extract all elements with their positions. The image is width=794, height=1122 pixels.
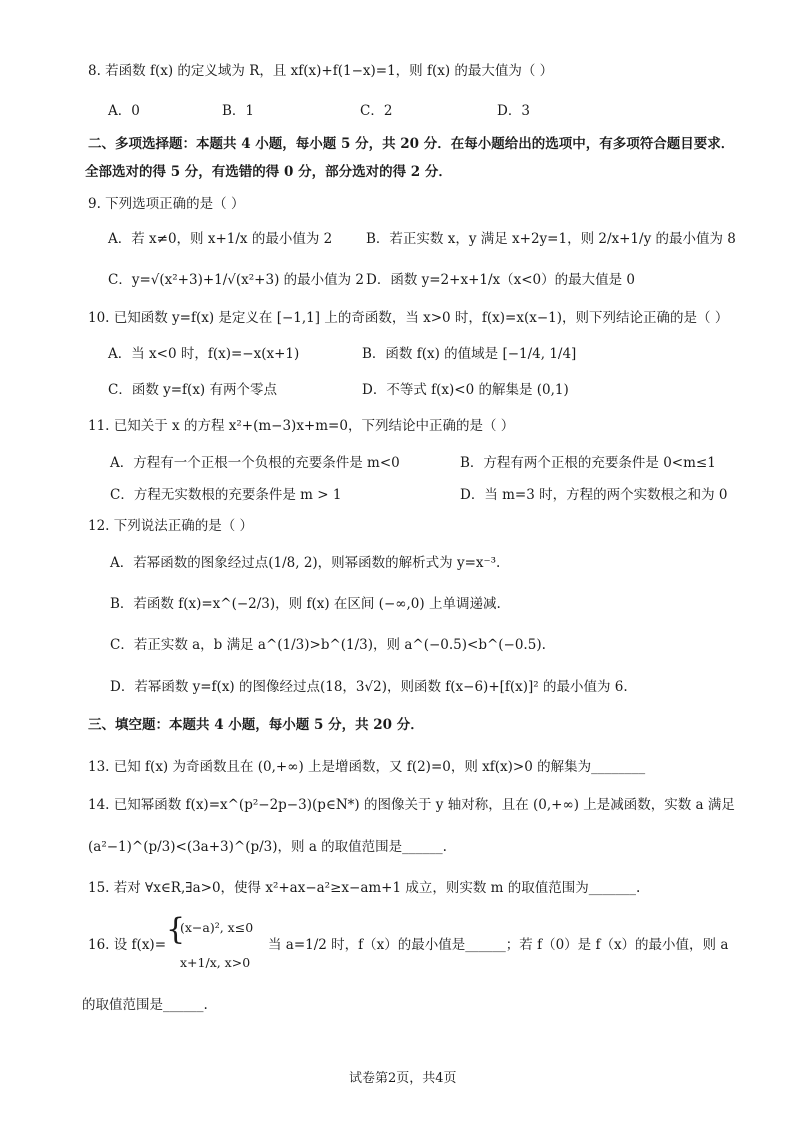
q16-case2: x+1/x, x>0 <box>180 955 251 970</box>
section2-heading-line1: 二、多项选择题：本题共 4 小题，每小题 5 分，共 20 分．在每小题给出的选项中，有多项符合题目要求． <box>88 136 735 152</box>
q14-line1: 14. 已知幂函数 f(x)=x^(p²−2p−3)(p∈N*) 的图像关于 y 轴对称，且在 (0,+∞) 上是减函数，实数 a 满足 <box>88 797 735 813</box>
q8-stem: 8. 若函数 f(x) 的定义域为 R，且 xf(x)+f(1−x)=1，则 f(x) 的最大值为（ ） <box>88 63 554 79</box>
q11-option-d: D．当 m=3 时，方程的两个实数根之和为 0 <box>460 487 728 503</box>
q8-option-d: D．3 <box>497 103 530 119</box>
q10-option-b: B．函数 f(x) 的值域是 [−1/4, 1/4] <box>362 346 577 362</box>
q12-option-b: B．若函数 f(x)=x^(−2/3)，则 f(x) 在区间 (−∞,0) 上单调递减. <box>110 596 501 612</box>
section2-heading-line2: 全部选对的得 5 分，有选错的得 0 分，部分选对的得 2 分． <box>85 164 452 180</box>
q10-stem: 10. 已知函数 y=f(x) 是定义在 [−1,1] 上的奇函数，当 x>0 时，f(x)=x(x−1)，则下列结论正确的是（ ） <box>88 310 729 326</box>
q14-line2: (a²−1)^(p/3)<(3a+3)^(p/3)，则 a 的取值范围是______. <box>88 839 447 855</box>
q11-option-c: C．方程无实数根的充要条件是 m > 1 <box>110 487 342 503</box>
q12-option-d: D．若幂函数 y=f(x) 的图像经过点(18，3√2)，则函数 f(x−6)+[f(x)]² 的最小值为 6. <box>110 679 628 695</box>
q10-option-a: A．当 x<0 时，f(x)=−x(x+1) <box>108 346 300 362</box>
q11-option-a: A．方程有一个正根一个负根的充要条件是 m<0 <box>110 455 400 471</box>
q9-option-b: B．若正实数 x，y 满足 x+2y=1，则 2/x+1/y 的最小值为 8 <box>366 231 736 247</box>
q10-option-c: C．函数 y=f(x) 有两个零点 <box>108 382 277 398</box>
page-footer: 试卷第2页，共4页 <box>349 1071 457 1086</box>
q16-label: 16. 设 f(x)= <box>88 937 167 953</box>
q10-option-d: D．不等式 f(x)<0 的解集是 (0,1) <box>362 382 569 398</box>
q12-stem: 12. 下列说法正确的是（ ） <box>88 518 254 534</box>
q8-option-c: C．2 <box>360 103 393 119</box>
q9-option-c: C．y=√(x²+3)+1/√(x²+3) 的最小值为 2 <box>108 272 365 288</box>
section3-heading: 三、填空题：本题共 4 小题，每小题 5 分，共 20 分． <box>88 717 424 733</box>
q12-option-c: C．若正实数 a，b 满足 a^(1/3)>b^(1/3)，则 a^(−0.5)<b^(−0.5). <box>110 637 546 653</box>
q9-stem: 9. 下列选项正确的是（ ） <box>88 196 245 212</box>
q11-option-b: B．方程有两个正根的充要条件是 0<m≤1 <box>460 455 716 471</box>
q8-option-b: B．1 <box>222 103 255 119</box>
q13-stem: 13. 已知 f(x) 为奇函数且在 (0,+∞) 上是增函数，又 f(2)=0，则 xf(x)>0 的解集为________ <box>88 759 646 775</box>
q8-option-a: A．0 <box>108 103 140 119</box>
q16-tail: 当 a=1/2 时，f（x）的最小值是______；若 f（0）是 f（x）的最小值，则 a <box>268 937 729 953</box>
q11-stem: 11. 已知关于 x 的方程 x²+(m−3)x+m=0，下列结论中正确的是（ ） <box>88 418 515 434</box>
q12-option-a: A．若幂函数的图象经过点(1/8, 2)，则幂函数的解析式为 y=x⁻³. <box>110 555 501 571</box>
q9-option-a: A．若 x≠0，则 x+1/x 的最小值为 2 <box>108 231 333 247</box>
q9-option-d: D．函数 y=2+x+1/x（x<0）的最大值是 0 <box>366 272 636 288</box>
q15-stem: 15. 若对 ∀x∈R,∃a>0，使得 x²+ax−a²≥x−am+1 成立，则实数 m 的取值范围为_______. <box>88 880 641 896</box>
q16-line2: 的取值范围是______. <box>82 997 208 1013</box>
q16-brace: { <box>166 912 186 947</box>
q16-case1: (x−a)², x≤0 <box>180 920 254 935</box>
